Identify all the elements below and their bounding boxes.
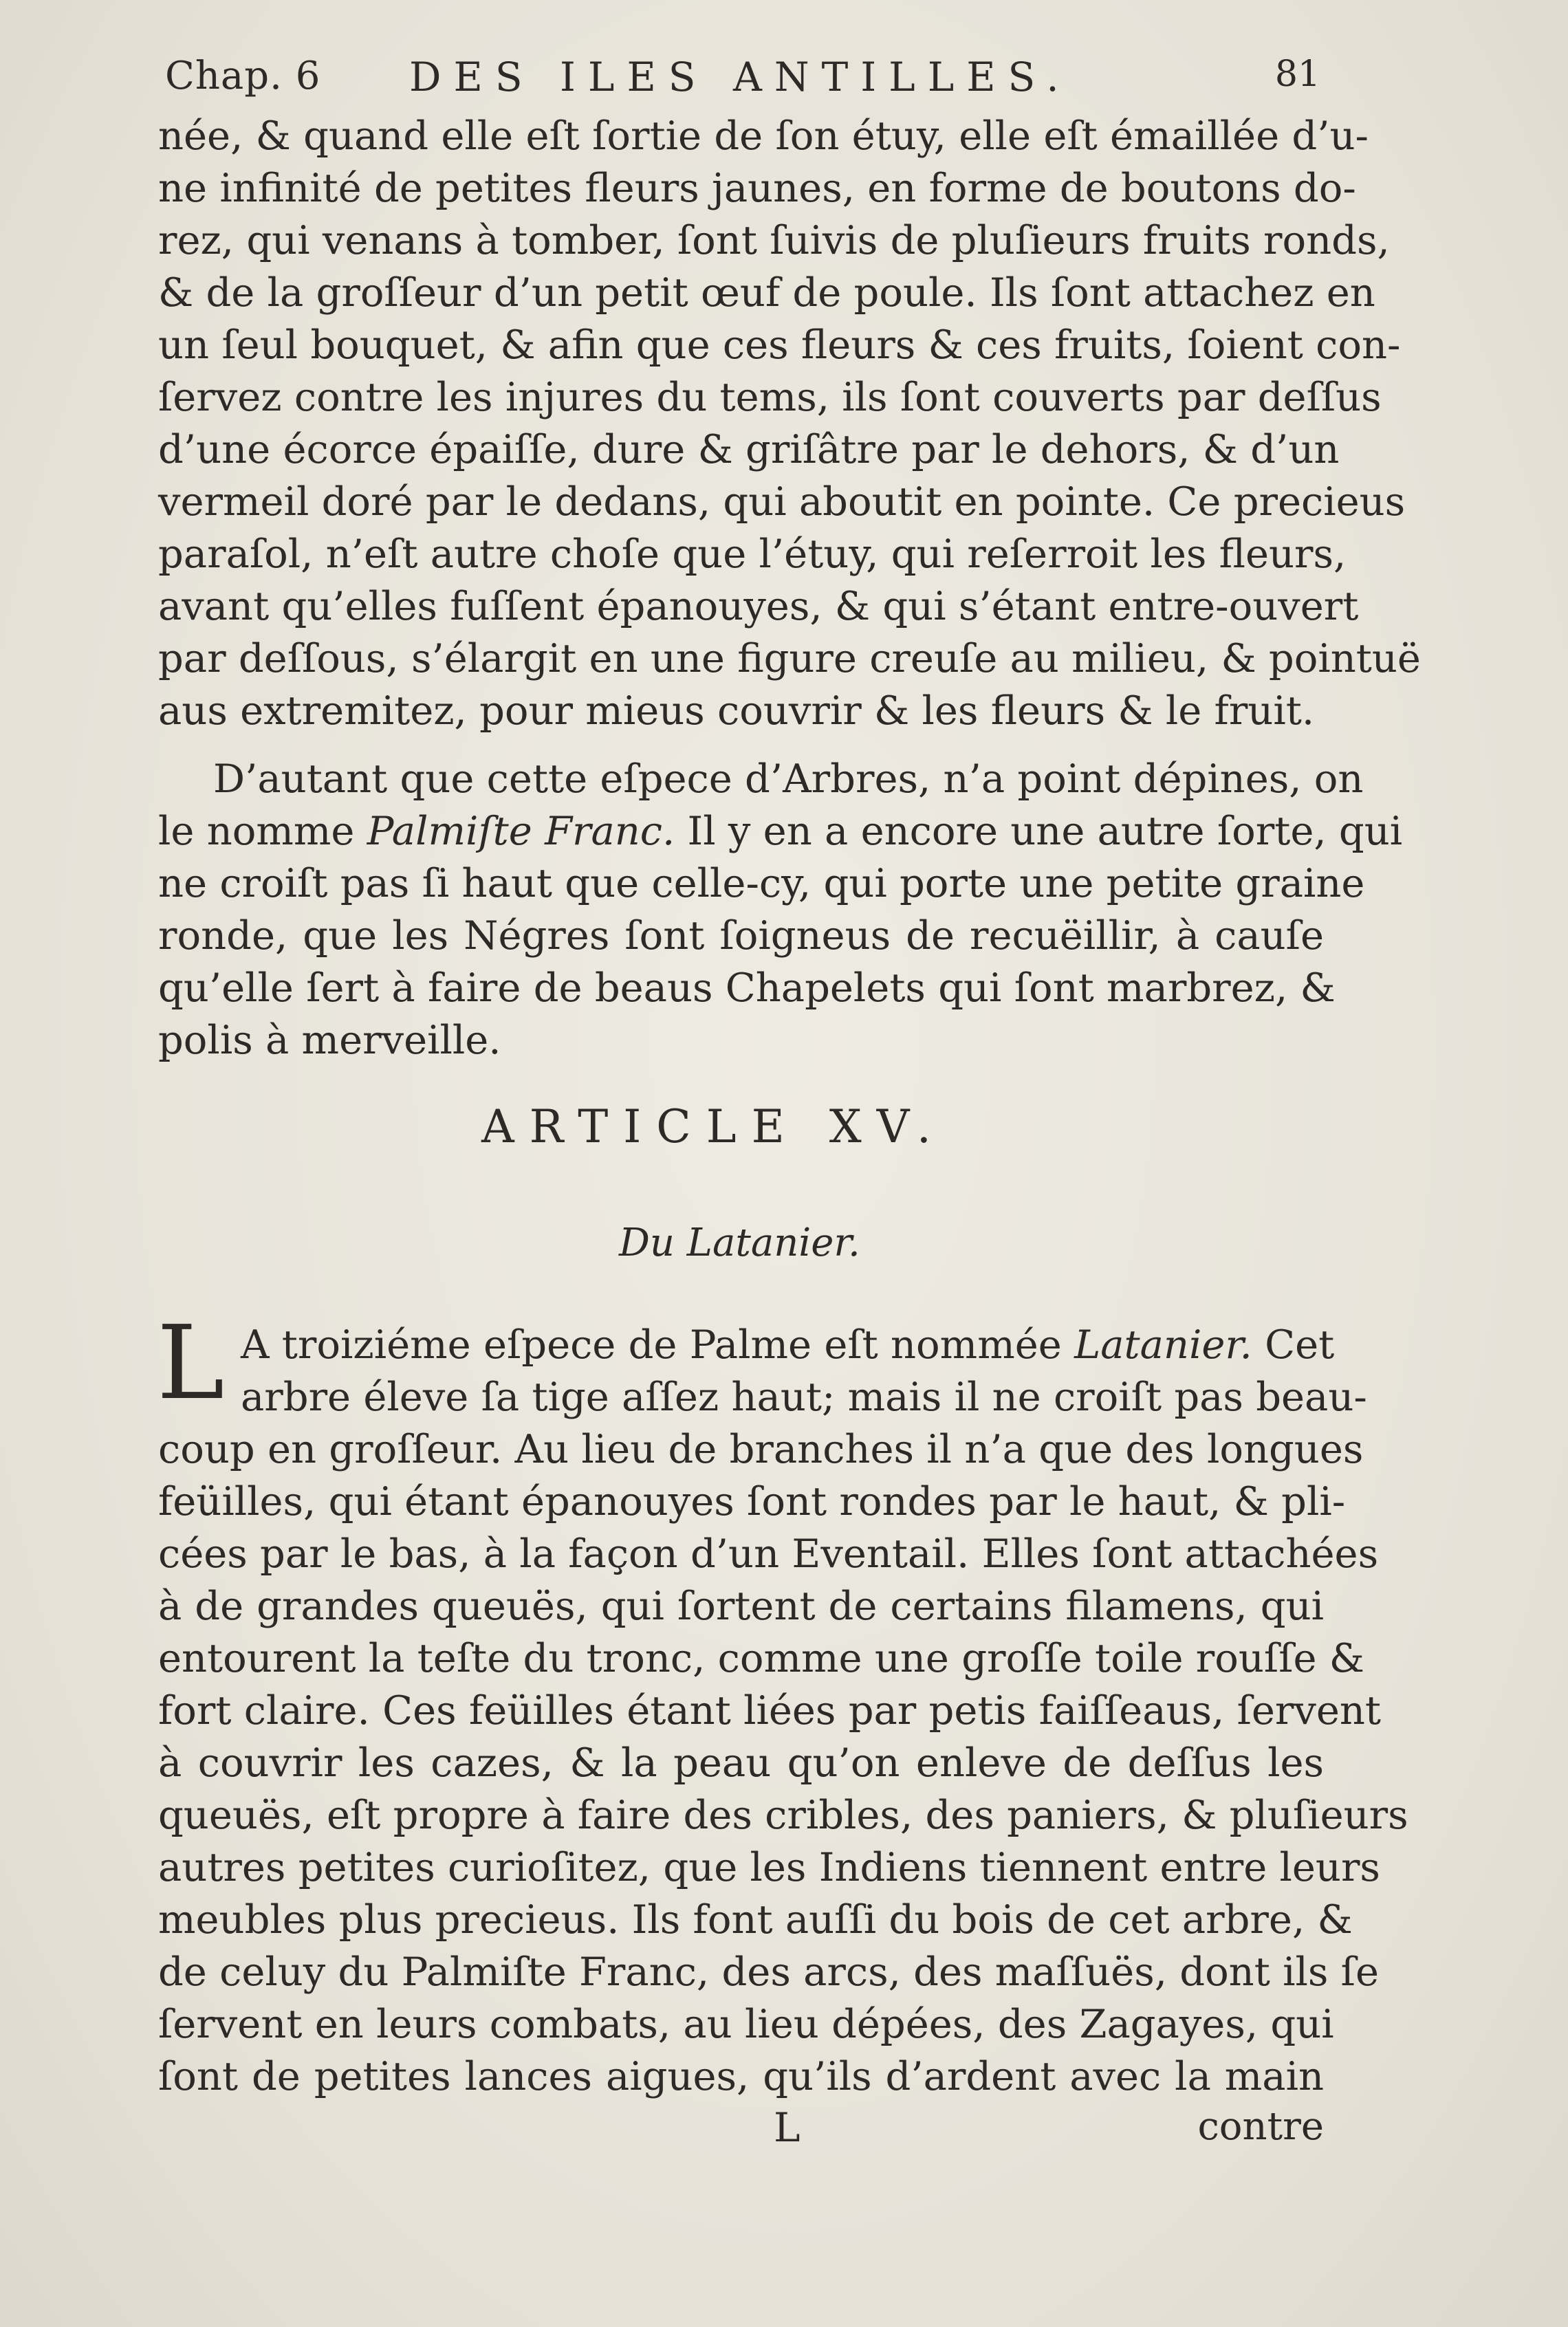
text-line: de celuy du Palmiſte Franc, des arcs, des maſſuës, dont ils ſe: [158, 1949, 1379, 1995]
chapter-label: Chap. 6: [165, 54, 321, 98]
text-line: à couvrir les cazes, & la peau qu’on enleve de deſſus les: [158, 1740, 1324, 1786]
text-line: D’autant que cette eſpece d’Arbres, n’a point dépines, on: [213, 756, 1364, 802]
drop-cap: L: [157, 1304, 225, 1422]
text-line: ronde, que les Négres ſont ſoigneus de recuëillir, à cauſe: [158, 913, 1324, 959]
running-header: [165, 48, 1320, 110]
text-line: paraſol, n’eſt autre choſe que l’étuy, qui reſerroit les fleurs,: [158, 531, 1347, 577]
text-line: aus extremitez, pour mieus couvrir & les fleurs & le fruit.: [158, 688, 1315, 734]
running-title: DES ILES ANTILLES.: [409, 54, 1071, 100]
text-run: le nomme: [158, 808, 367, 854]
text-line: ſervent en leurs combats, au lieu dépées, des Zagayes, qui: [158, 2001, 1334, 2047]
text-line: d’une écorce épaiſſe, dure & griſâtre par le dehors, & d’un: [158, 426, 1340, 472]
text-line: ne infinité de petites fleurs jaunes, en forme de boutons do-: [158, 165, 1356, 211]
paragraph-3: [158, 1423, 1408, 2103]
text-run: Cet: [1252, 1322, 1335, 1368]
text-line: avant qu’elles fuſſent épanouyes, & qui s’étant entre-ouvert: [158, 583, 1359, 629]
text-line: rez, qui venans à tomber, ſont ſuivis de pluſieurs fruits ronds,: [158, 217, 1390, 263]
page-number: 81: [1274, 54, 1320, 95]
catchword: contre: [1197, 2104, 1324, 2149]
text-line: un ſeul bouquet, & afin que ces fleurs & ces fruits, ſoient con-: [158, 322, 1401, 368]
text-line: arbre éleve ſa tige aſſez haut; mais il ne croiſt pas beau-: [241, 1374, 1367, 1420]
text-line: par deſſous, s’élargit en une figure creuſe au milieu, & pointuë: [158, 635, 1421, 681]
italic-name: Latanier.: [1074, 1322, 1252, 1368]
text-line: polis à merveille.: [158, 1017, 501, 1063]
text-run: Il y en a encore une autre ſorte, qui: [675, 808, 1403, 854]
text-line: à de grandes queuës, qui ſortent de certains filamens, qui: [158, 1583, 1324, 1629]
paragraph-2: [158, 753, 1403, 1067]
text-line: meubles plus precieus. Ils font auſſi du bois de cet arbre, &: [158, 1897, 1353, 1943]
text-line: entourent la teſte du tronc, comme une groſſe toile rouſſe &: [158, 1635, 1364, 1681]
text-line: ſervez contre les injures du tems, ils ſont couverts par deſſus: [158, 374, 1382, 420]
article-subheading: Du Latanier.: [619, 1221, 860, 1265]
text-line: qu’elle ſert à faire de beaus Chapelets qui ſont marbrez, &: [158, 965, 1336, 1011]
text-line: née, & quand elle eſt ſortie de ſon étuy, elle eſt émaillée d’u-: [158, 113, 1369, 159]
article-heading: ARTICLE XV.: [481, 1100, 946, 1153]
text-line: queuës, eſt propre à faire des cribles, des paniers, & pluſieurs: [158, 1792, 1408, 1838]
paragraph-3-opening: [158, 1319, 1367, 1423]
text-line: ſont de petites lances aigues, qu’ils d’ardent avec la main: [158, 2053, 1324, 2099]
italic-name: Palmiſte Franc.: [367, 808, 675, 854]
text-line: & de la groſſeur d’un petit œuf de poule. Ils ſont attachez en: [158, 270, 1375, 316]
text-line: cées par le bas, à la façon d’un Eventail. Elles ſont attachées: [158, 1531, 1379, 1577]
text-line: feüilles, qui étant épanouyes ſont rondes par le haut, & pli-: [158, 1478, 1346, 1525]
text-line: coup en groſſeur. Au lieu de branches il n’a que des longues: [158, 1426, 1364, 1472]
text-line: ne croiſt pas ſi haut que celle-cy, qui porte une petite graine: [158, 860, 1365, 906]
paragraph-1: [158, 110, 1421, 737]
text-line-with-italic: [158, 805, 1403, 857]
text-line: vermeil doré par le dedans, qui aboutit en pointe. Ce precieus: [158, 479, 1406, 525]
signature-mark: L: [774, 2104, 801, 2151]
text-line: fort claire. Ces feüilles étant liées par petis faiſſeaus, ſervent: [158, 1687, 1382, 1734]
text-run: A troiziéme eſpece de Palme eſt nommée: [241, 1322, 1075, 1368]
text-line: autres petites curioſitez, que les Indiens tiennent entre leurs: [158, 1844, 1380, 1890]
text-line-with-italic: [241, 1319, 1335, 1371]
